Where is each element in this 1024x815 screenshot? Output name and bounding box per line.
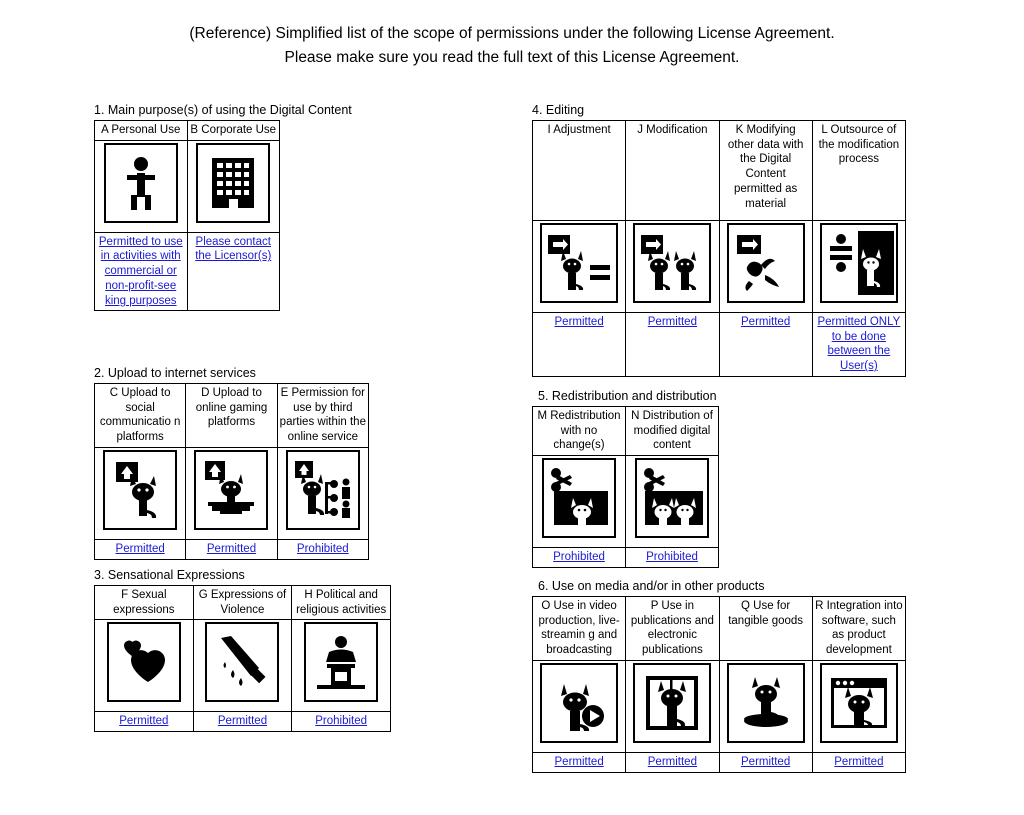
cell-header-p: P Use in publications and electronic publications (626, 597, 719, 661)
arrow-two-cats-icon (633, 223, 711, 303)
status-badge-n: Prohibited (626, 548, 719, 568)
section-media-products (532, 579, 906, 773)
share-cat-icon (286, 450, 360, 530)
person-icon (104, 143, 178, 223)
section-label: 6. Use on media and/or in other products (538, 579, 765, 593)
table-row-icons (533, 221, 906, 313)
cell-icon-o (533, 660, 626, 752)
status-badge-f: Permitted (95, 712, 194, 732)
building-icon (196, 143, 270, 223)
table-row-status (95, 712, 391, 732)
table-row-icons (95, 140, 280, 232)
permission-table (532, 596, 906, 773)
table-row-icons (533, 456, 719, 548)
table-row-status (533, 548, 719, 568)
cell-icon-i (533, 221, 626, 313)
cell-header-l: L Outsource of the modification process (812, 121, 905, 221)
table-row-status (95, 539, 369, 559)
page-title (0, 0, 1024, 70)
knife-blood-icon (205, 622, 279, 702)
status-badge-j: Permitted (626, 313, 719, 377)
section-label: 2. Upload to internet services (94, 366, 256, 380)
cell-icon-c (95, 447, 186, 539)
share-folder-cat-icon (542, 458, 616, 538)
section-label: 3. Sensational Expressions (94, 568, 245, 582)
permission-table (94, 585, 391, 732)
permission-table (532, 406, 719, 568)
permission-table (94, 120, 280, 311)
permission-table (94, 383, 369, 560)
status-badge-i: Permitted (533, 313, 626, 377)
cell-header-r: R Integration into software, such as product development (812, 597, 905, 661)
window-cat-icon (820, 663, 898, 743)
title-line-1: (Reference) Simplified list of the scope of permissions under the following License Agreement. (189, 25, 835, 42)
cell-icon-l (812, 221, 905, 313)
cell-icon-a (95, 140, 188, 232)
cell-icon-m (533, 456, 626, 548)
upload-cat-icon (103, 450, 177, 530)
table-row-headers (95, 121, 280, 141)
section-editing (532, 103, 906, 377)
cell-icon-d (186, 447, 277, 539)
table-row-icons (533, 660, 906, 752)
cell-header-n: N Distribution of modified digital content (626, 407, 719, 456)
cell-icon-h (292, 620, 391, 712)
status-badge-d: Permitted (186, 539, 277, 559)
permission-table (532, 120, 906, 377)
section-sensational-expressions (72, 568, 391, 732)
table-row-headers (95, 586, 391, 620)
status-badge-r: Permitted (812, 752, 905, 772)
cell-icon-j (626, 221, 719, 313)
status-badge-g: Permitted (193, 712, 292, 732)
status-badge-p: Permitted (626, 752, 719, 772)
status-badge-l: Permitted ONLY to be done between the User(s) (812, 313, 905, 377)
status-badge-m: Prohibited (533, 548, 626, 568)
cell-header-q: Q Use for tangible goods (719, 597, 812, 661)
table-row-icons (95, 620, 391, 712)
cell-header-f: F Sexual expressions (95, 586, 194, 620)
status-badge-e: Prohibited (277, 539, 368, 559)
cell-icon-b (187, 140, 280, 232)
status-badge-h: Prohibited (292, 712, 391, 732)
section-label: 5. Redistribution and distribution (538, 389, 717, 403)
book-cat-icon (633, 663, 711, 743)
section-label: 1. Main purpose(s) of using the Digital Content (94, 103, 352, 117)
upload-monitor-cat-icon (194, 450, 268, 530)
hearts-icon (107, 622, 181, 702)
section-main-purpose (94, 103, 352, 311)
table-row-headers (533, 597, 906, 661)
cell-icon-q (719, 660, 812, 752)
cell-header-o: O Use in video production, live-streamin g and broadcasting (533, 597, 626, 661)
cell-header-j: J Modification (626, 121, 719, 221)
cell-icon-r (812, 660, 905, 752)
table-row-status (533, 752, 906, 772)
cell-icon-p (626, 660, 719, 752)
cell-header-c: C Upload to social communicatio n platforms (95, 384, 186, 448)
handshake-cats-icon (820, 223, 898, 303)
cell-header-i: I Adjustment (533, 121, 626, 221)
cat-on-plate-icon (727, 663, 805, 743)
status-badge-o: Permitted (533, 752, 626, 772)
share-folder-two-cats-icon (635, 458, 709, 538)
table-row-icons (95, 447, 369, 539)
status-badge-b: Please contact the Licensor(s) (187, 232, 280, 311)
cell-header-h: H Political and religious activities (292, 586, 391, 620)
section-label: 4. Editing (532, 103, 585, 117)
status-badge-k: Permitted (719, 313, 812, 377)
status-badge-q: Permitted (719, 752, 812, 772)
cell-header-d: D Upload to online gaming platforms (186, 384, 277, 448)
section-upload-internet (94, 366, 369, 560)
status-badge-a: Permitted to use in activities with commercial or non-profit-see king purposes (95, 232, 188, 311)
cell-icon-n (626, 456, 719, 548)
cell-header-e: E Permission for use by third parties within the online service (277, 384, 368, 448)
play-cat-icon (540, 663, 618, 743)
section-redistribution (532, 389, 719, 568)
cell-icon-e (277, 447, 368, 539)
status-badge-c: Permitted (95, 539, 186, 559)
arrow-cat-equals-icon (540, 223, 618, 303)
table-row-status (95, 232, 280, 311)
cell-icon-k (719, 221, 812, 313)
cell-icon-f (95, 620, 194, 712)
cell-header-m: M Redistribution with no change(s) (533, 407, 626, 456)
cell-header-k: K Modifying other data with the Digital Content permitted as material (719, 121, 812, 221)
cell-icon-g (193, 620, 292, 712)
table-row-headers (533, 121, 906, 221)
table-row-status (533, 313, 906, 377)
cell-header-a: A Personal Use (95, 121, 188, 141)
title-line-2: Please make sure you read the full text of this License Agreement. (284, 49, 740, 67)
cell-header-b: B Corporate Use (187, 121, 280, 141)
cell-header-g: G Expressions of Violence (193, 586, 292, 620)
arrow-cat-ribbon-icon (727, 223, 805, 303)
table-row-headers (533, 407, 719, 456)
podium-speaker-icon (304, 622, 378, 702)
table-row-headers (95, 384, 369, 448)
